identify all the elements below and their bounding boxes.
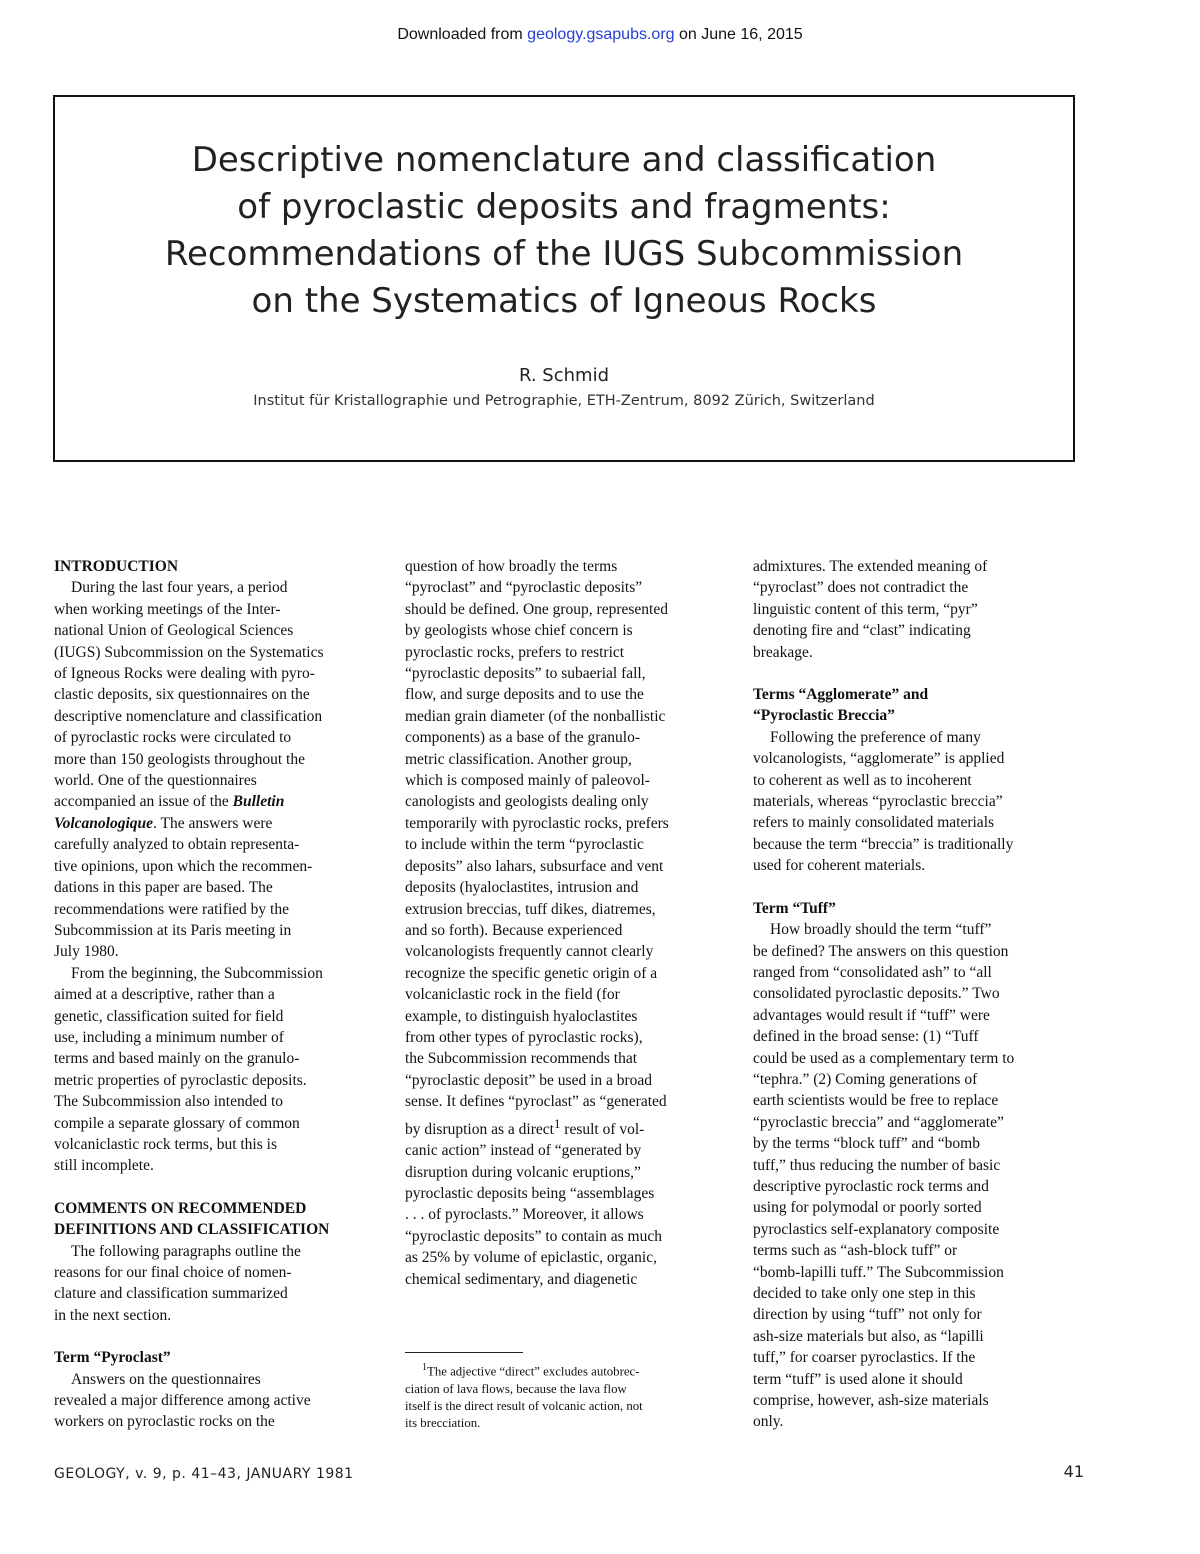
comments-paragraph: The following paragraphs outline the reasons for our final choice of nomen- clature and classification summarized in the next section.: [54, 1242, 301, 1324]
journal-name: Bulletin: [232, 793, 285, 811]
footnote-reference: 1: [553, 1115, 561, 1131]
title-line: Descriptive nomenclature and classification: [191, 140, 937, 180]
pyroclast-paragraph-end: admixtures. The extended meaning of “pyroclast” does not contradict the linguistic content of this term, “pyr” denoting fire and “clast” indicating breakage.: [753, 558, 988, 661]
column-2: [405, 556, 740, 1433]
source-link[interactable]: geology.gsapubs.org: [527, 26, 675, 43]
title-line: on the Systematics of Igneous Rocks: [251, 281, 877, 321]
author-name: R. Schmid: [519, 365, 609, 386]
subheading-tuff: Term “Tuff”: [753, 899, 836, 917]
banner-prefix: Downloaded from: [397, 26, 528, 43]
title-line: Recommendations of the IUGS Subcommission: [164, 234, 964, 274]
intro-paragraph-2: From the beginning, the Subcommission aimed at a descriptive, rather than a genetic, classification suited for field use, including a minimum number of terms and based mainly on the granulo- metric properties of pyroclastic deposits. The Subcommission also intended to compile a separate glossary of common volcaniclastic rock terms, but this is still incomplete.: [54, 964, 323, 1175]
agglomerate-paragraph: Following the preference of many volcanologists, “agglomerate” is applied to coherent as well as to incoherent materials, whereas “pyroclastic breccia” refers to mainly consolidated materials because the term “breccia” is traditionally used for coherent materials.: [753, 728, 1014, 875]
journal-name: Volcanologique: [54, 814, 154, 832]
pyroclast-paragraph-continued: question of how broadly the terms “pyroclast” and “pyroclastic deposits” should be defined. One group, represented by geologists whose chief concern is pyroclastic rocks, prefers to restrict “pyroclastic deposits” to subaerial fall, flow, and surge deposits and to use the median grain diameter (of the nonballistic components) as a base of the granulo- metric classification. Another group, which is composed mainly of paleovol- canologists and geologists dealing only temporarily with pyroclastic rocks, prefers to include within the term “pyroclastic deposits” also lahars, subsurface and vent deposits (hyaloclastites, intrusion and extrusion breccias, tuff dikes, diatremes, and so forth). Because experienced volcanologists frequently cannot clearly recognize the specific genetic origin of a volcaniclastic rock in the field (for example, to distinguish hyaloclastites from other types of pyroclastic rocks), the Subcommission recommends that “pyroclastic deposit” be used in a broad sense. It defines “pyroclast” as “generated by disruption as a direct$^1$ result of vol- canic action” instead of “generated by disruption during volcanic eruptions,” pyroclastic deposits being “assemblages . . . of pyroclasts.” Moreover, it allows “pyroclastic deposits” to contain as much as 25% by volume of epiclastic, organic, chemical sedimentary, and diagenetic: [405, 558, 669, 1288]
download-banner: [0, 26, 1200, 44]
subheading-agglomerate: Terms “Agglomerate” and “Pyroclastic Breccia”: [753, 686, 929, 725]
intro-paragraph-1: During the last four years, a period when working meetings of the Inter- national Union of Geological Sciences (IUGS) Subcommission on the Systematics of Igneous Rocks were dealing with pyro- clastic deposits, six questionnaires on the descriptive nomenclature and classification of pyroclastic rocks were circulated to more than 150 geologists throughout the world. One of the questionnaires accompanied an issue of the Bulletin Volcanologique. The answers were carefully analyzed to obtain representa- tive opinions, upon which the recommen- dations in this paper are based. The recommendations were ratified by the Subcommission at its Paris meeting in July 1980.: [54, 579, 324, 961]
banner-suffix: on June 16, 2015: [674, 26, 803, 43]
journal-citation: GEOLOGY, v. 9, p. 41–43, JANUARY 1981: [54, 1466, 354, 1482]
footnote-divider: [405, 1352, 523, 1353]
title-box: [53, 95, 1075, 462]
subheading-pyroclast: Term “Pyroclast”: [54, 1349, 171, 1367]
author-affiliation: Institut für Kristallographie und Petrographie, ETH-Zentrum, 8092 Zürich, Switzerland: [253, 393, 875, 409]
footnote: $^1$The adjective “direct” excludes autobrec- ciation of lava flows, because the lava flow itself is the direct result of volcanic action, not its brecciation.: [405, 1361, 643, 1431]
section-heading-comments: COMMENTS ON RECOMMENDED DEFINITIONS AND CLASSIFICATION: [54, 1199, 330, 1239]
paper-title: [55, 137, 1073, 325]
column-3: [753, 556, 1088, 1433]
section-heading-introduction: INTRODUCTION: [54, 558, 179, 575]
tuff-paragraph: How broadly should the term “tuff” be defined? The answers on this question ranged from “consolidated ash” to “all consolidated pyroclastic deposits.” Two advantages would result if “tuff” were defined in the broad sense: (1) “Tuff could be used as a complementary term to “tephra.” (2) Coming generations of earth scientists would be free to replace “pyroclastic breccia” and “agglomerate” by the terms “block tuff” and “bomb tuff,” thus reducing the number of basic descriptive pyroclastic rock terms and using for polymodal or poorly sorted pyroclastics self-explanatory composite terms such as “ash-block tuff” or “bomb-lapilli tuff.” The Subcommission decided to take only one step in this direction by using “tuff” not only for ash-size materials but also, as “lapilli tuff,” for coarser pyroclastics. If the term “tuff” is used alone it should comprise, however, ash-size materials only.: [753, 921, 1015, 1431]
pyroclast-paragraph: Answers on the questionnaires revealed a major difference among active workers on pyroclastic rocks on the: [54, 1370, 311, 1431]
page-number: 41: [1063, 1462, 1084, 1481]
title-line: of pyroclastic deposits and fragments:: [237, 187, 891, 227]
column-1: [54, 556, 389, 1433]
footnote-mark: 1: [422, 1361, 427, 1373]
